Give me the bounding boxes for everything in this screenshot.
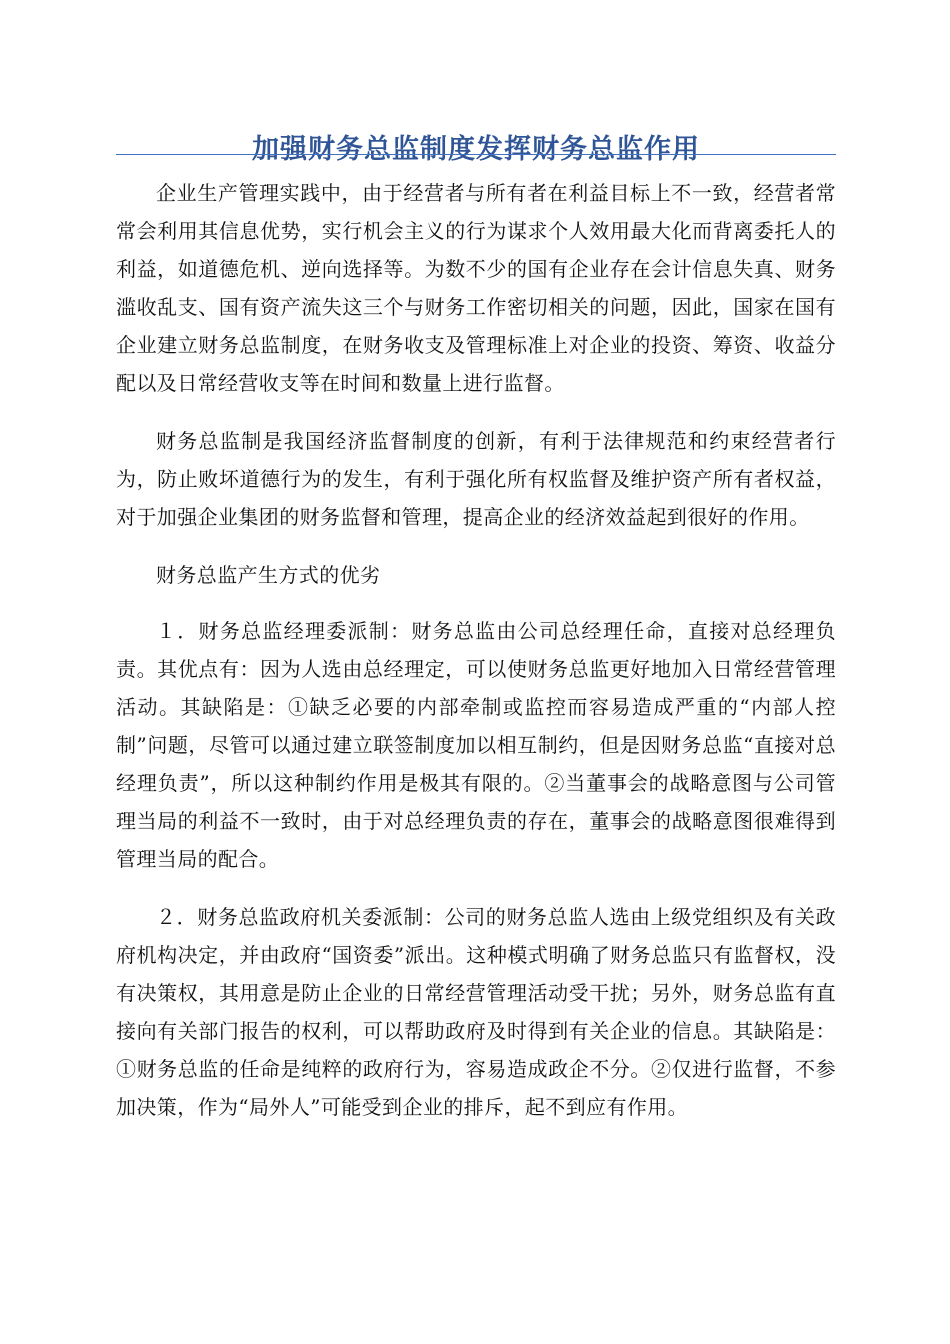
document-title: 加强财务总监制度发挥财务总监作用 bbox=[252, 134, 700, 166]
paragraph-intro: 企业生产管理实践中，由于经营者与所有者在利益目标上不一致，经营者常常会利用其信息优势，实行机会主义的行为谋求个人效用最大化而背离委托人的利益，如道德危机、逆向选择等。为数不少的国有企业存在会计信息失真、财务滥收乱支、国有资产流失这三个与财务工作密切相关的问题，因此，国家在国有企业建立财务总监制度，在财务收支及管理标准上对企业的投资、筹资、收益分配以及日常经营收支等在时间和数量上进行监督。 bbox=[116, 181, 836, 395]
paragraph-innovation: 财务总监制是我国经济监督制度的创新，有利于法律规范和约束经营者行为，防止败坏道德行为的发生，有利于强化所有权监督及维护资产所有者权益，对于加强企业集团的财务监督和管理，提高企业的经济效益起到很好的作用。 bbox=[116, 429, 836, 529]
paragraph-government-appointment: ２．财务总监政府机关委派制：公司的财务总监人选由上级党组织及有关政府机构决定，并由政府“国资委”派出。这种模式明确了财务总监只有监督权，没有决策权，其用意是防止企业的日常经营管理活动受干扰；另外，财务总监有直接向有关部门报告的权利，可以帮助政府及时得到有关企业的信息。其缺陷是：①财务总监的任命是纯粹的政府行为，容易造成政企不分。②仅进行监督，不参加决策，作为“局外人”可能受到企业的排斥，起不到应有作用。 bbox=[116, 905, 836, 1119]
document-body bbox=[116, 174, 836, 1146]
paragraph-manager-appointment: １．财务总监经理委派制：财务总监由公司总经理任命，直接对总经理负责。其优点有：因为人选由总经理定，可以使财务总监更好地加入日常经营管理活动。其缺陷是：①缺乏必要的内部牵制或监控而容易造成严重的“内部人控制”问题，尽管可以通过建立联签制度加以相互制约，但是因财务总监“直接对总经理负责”，所以这种制约作用是极其有限的。②当董事会的战略意图与公司管理当局的利益不一致时，由于对总经理负责的存在，董事会的战略意图很难得到管理当局的配合。 bbox=[116, 619, 836, 871]
title-underline bbox=[116, 154, 836, 155]
section-heading: 财务总监产生方式的优劣 bbox=[156, 563, 381, 587]
